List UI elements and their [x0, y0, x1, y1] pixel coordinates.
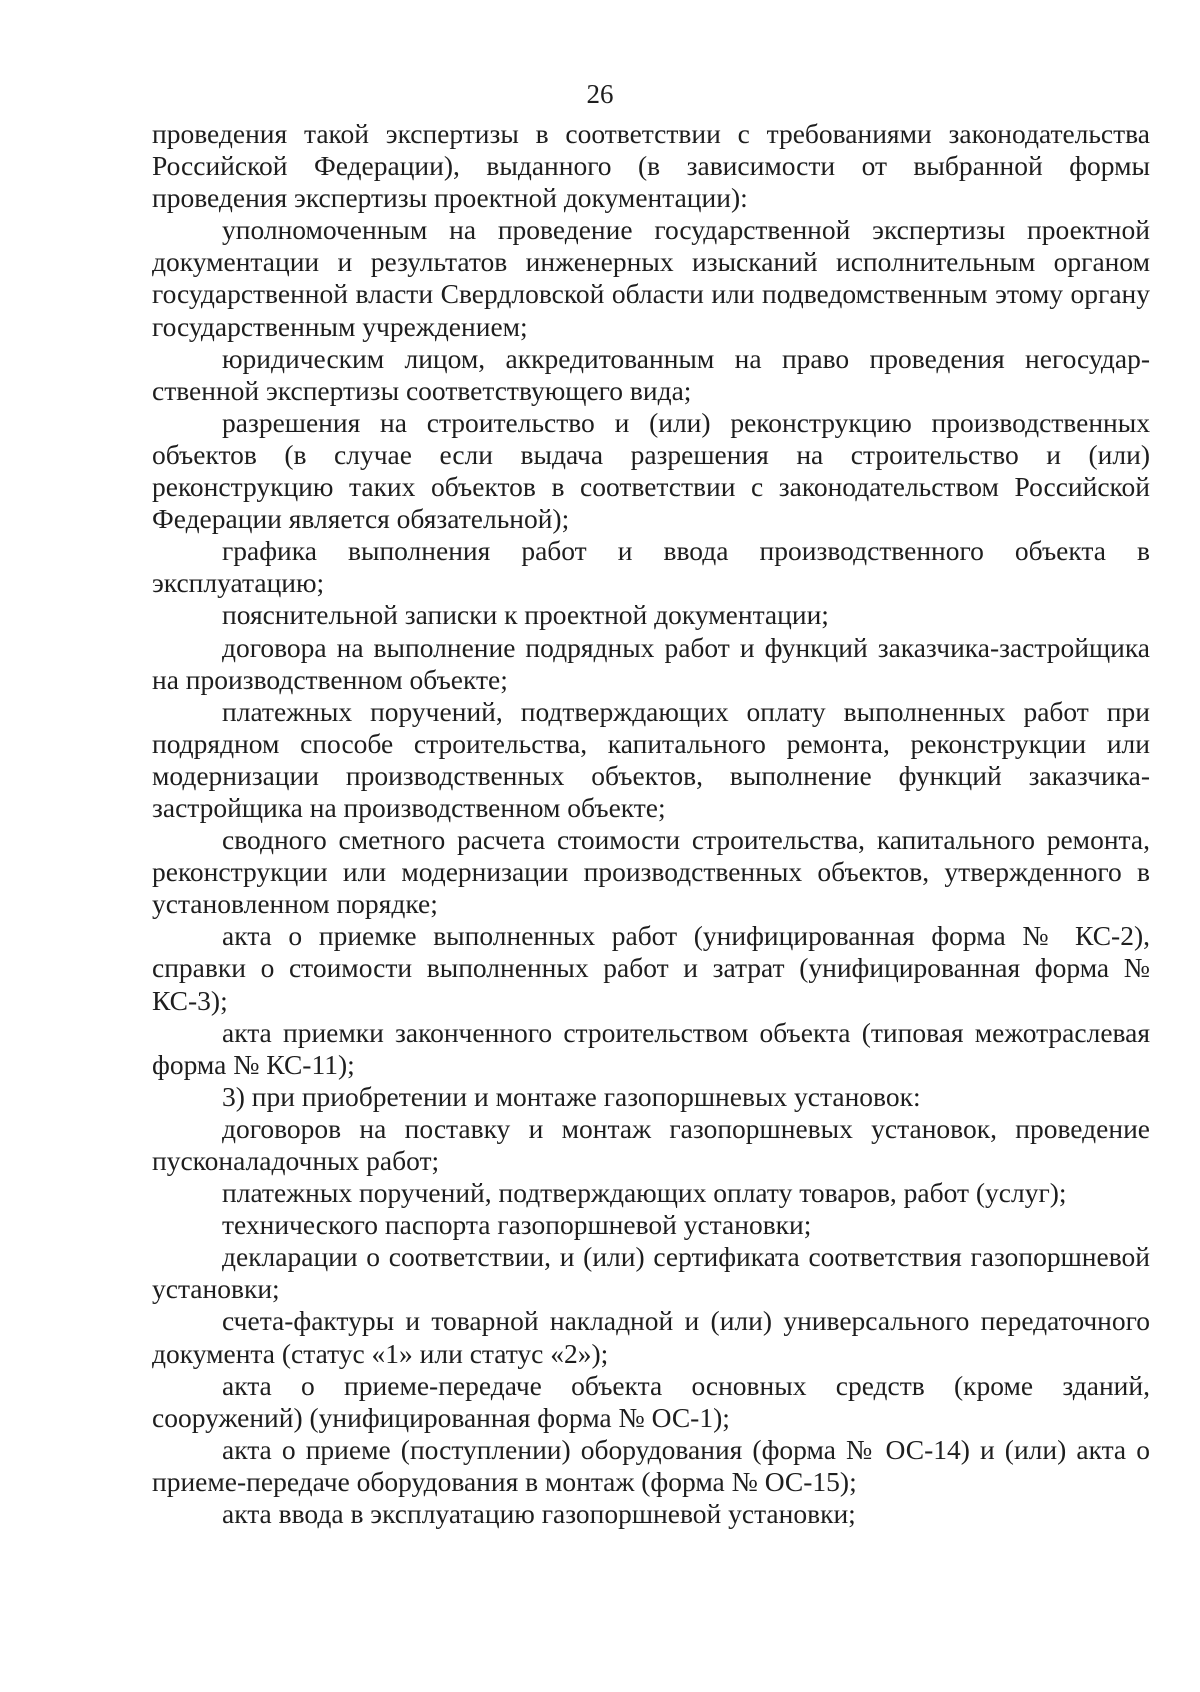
paragraph: юридическим лицом, аккредитованным на право проведения негосударственной экспертизы соответствующего вида; — [152, 342, 1150, 406]
paragraph: сводного сметного расчета стоимости строительства, капитального ремонта, реконструкции или модернизации производственных объектов, утвержденного в установленном порядке; — [152, 824, 1150, 920]
paragraph: акта ввода в эксплуатацию газопоршневой установки; — [222, 1498, 856, 1530]
paragraph: акта о приеме (поступлении) оборудования (форма № ОС-14) и (или) акта о приеме-передаче оборудования в монтаж (форма № ОС-15); — [152, 1433, 1150, 1497]
paragraph: счета-фактуры и товарной накладной и (или) универсального передаточного документа (статус «1» или статус «2»); — [152, 1305, 1150, 1369]
document-body — [152, 118, 1150, 1530]
paragraph: проведения такой экспертизы в соответствии с требованиями законодательства Российской Федерации), выданного (в зависимости от выбранной формы проведения экспертизы проектной документации): — [152, 118, 1150, 214]
paragraph: платежных поручений, подтверждающих оплату товаров, работ (услуг); — [222, 1177, 1067, 1209]
paragraph: пояснительной записки к проектной документации; — [222, 599, 829, 631]
paragraph: договоров на поставку и монтаж газопоршневых установок, проведение пусконаладочных работ; — [152, 1112, 1150, 1176]
paragraph: договора на выполнение подрядных работ и функций заказчика-застройщика на производственном объекте; — [152, 631, 1150, 695]
paragraph: уполномоченным на проведение государственной экспертизы проектной документации и результатов инженерных изысканий исполнительным органом государственной власти Свердловской области или подведомственным этому органу государственным учреждением; — [152, 214, 1150, 342]
paragraph: акта о приеме-передаче объекта основных средств (кроме зданий, сооружений) (унифицированная форма № ОС-1); — [152, 1369, 1150, 1433]
paragraph: технического паспорта газопоршневой установки; — [222, 1209, 812, 1241]
paragraph: 3) при приобретении и монтаже газопоршневых установок: — [222, 1080, 921, 1112]
paragraph: акта о приемке выполненных работ (унифицированная форма № КС-2), справки о стоимости выполненных работ и затрат (унифицированная форма № КС-3); — [152, 920, 1150, 1016]
paragraph: декларации о соответствии, и (или) сертификата соответствия газопоршневой установки; — [152, 1241, 1150, 1305]
paragraph: акта приемки законченного строительством объекта (типовая межотраслевая форма № КС-11); — [152, 1016, 1150, 1080]
paragraph: разрешения на строительство и (или) реконструкцию производственных объектов (в случае если выдача разрешения на строительство и (или) реконструкцию таких объектов в соответствии с законодательством Российской Федерации является обязательной); — [152, 406, 1150, 535]
paragraph: платежных поручений, подтверждающих оплату выполненных работ при подрядном способе строительства, капитального ремонта, реконструкции или модернизации производственных объектов, выполнение функций заказчика-застройщика на производственном объекте; — [152, 695, 1150, 823]
paragraph: графика выполнения работ и ввода производственного объекта в эксплуатацию; — [152, 535, 1150, 599]
page-number: 26 — [586, 79, 614, 109]
